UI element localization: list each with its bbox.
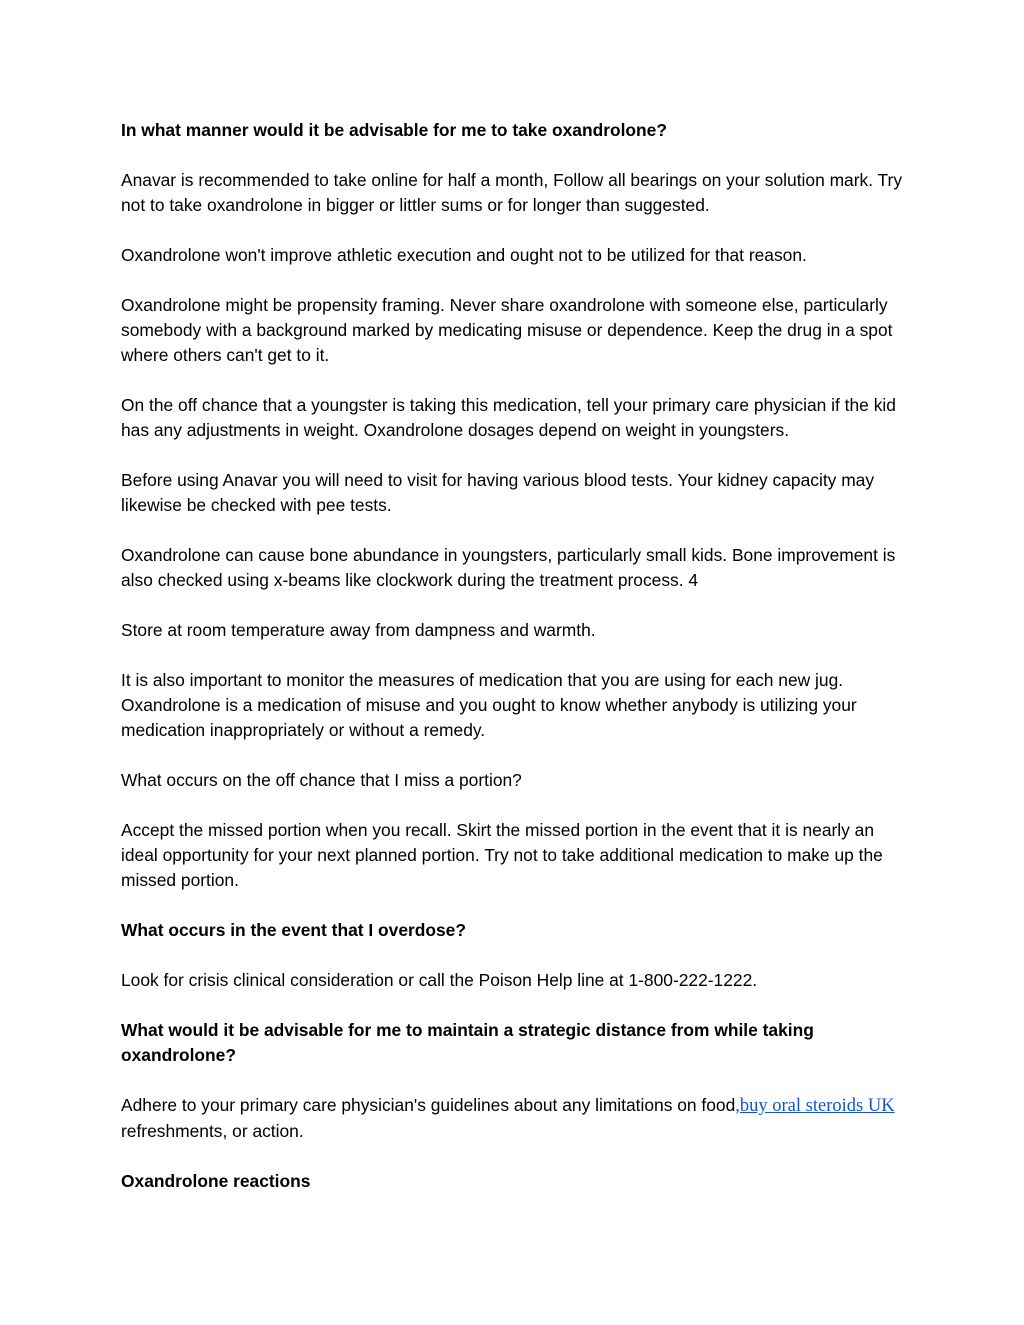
paragraph-missed-dose-answer: Accept the missed portion when you recall. Skirt the missed portion in the event that it is nearly an ideal opportunity for your next planned portion. Try not to take additional medication to make up the missed portion. xyxy=(121,820,883,890)
buy-oral-steroids-link[interactable]: ,buy oral steroids UK xyxy=(735,1096,895,1116)
paragraph-recommended-use: Anavar is recommended to take online for half a month, Follow all bearings on your solution mark. Try not to take oxandrolone in bigger or littler sums or for longer than suggested. xyxy=(121,170,903,215)
paragraph-storage: Store at room temperature away from dampness and warmth. xyxy=(121,620,596,640)
paragraph-habit-forming: Oxandrolone might be propensity framing. Never share oxandrolone with someone else, particularly somebody with a background marked by medicating misuse or dependence. Keep the drug in a spot where others can't get to it. xyxy=(121,295,893,365)
paragraph-blood-tests: Before using Anavar you will need to visit for having various blood tests. Your kidney capacity may likewise be checked with pee tests. xyxy=(121,470,875,515)
heading-what-to-avoid: What would it be advisable for me to maintain a strategic distance from while taking oxandrolone? xyxy=(121,1020,814,1065)
heading-overdose: What occurs in the event that I overdose? xyxy=(121,920,466,940)
paragraph-monitor-medication: It is also important to monitor the measures of medication that you are using for each new jug. Oxandrolone is a medication of misuse and you ought to know whether anybody is utilizing your medication inappropriately or without a remedy. xyxy=(121,670,857,740)
paragraph-guidelines-with-link xyxy=(121,1093,906,1144)
document-page xyxy=(121,118,906,1219)
paragraph-missed-dose-question: What occurs on the off chance that I miss a portion? xyxy=(121,770,522,790)
paragraph-bone-growth: Oxandrolone can cause bone abundance in youngsters, particularly small kids. Bone improvement is also checked using x-beams like clockwork during the treatment process. 4 xyxy=(121,545,896,590)
paragraph-guidelines-text-after: refreshments, or action. xyxy=(121,1121,304,1141)
paragraph-poison-help: Look for crisis clinical consideration or call the Poison Help line at 1-800-222-1222. xyxy=(121,970,758,990)
heading-how-to-take: In what manner would it be advisable for me to take oxandrolone? xyxy=(121,120,667,140)
paragraph-children-weight: On the off chance that a youngster is taking this medication, tell your primary care physician if the kid has any adjustments in weight. Oxandrolone dosages depend on weight in youngsters. xyxy=(121,395,896,440)
paragraph-guidelines-text-before: Adhere to your primary care physician's guidelines about any limitations on food xyxy=(121,1095,736,1115)
paragraph-athletic-performance: Oxandrolone won't improve athletic execution and ought not to be utilized for that reason. xyxy=(121,245,807,265)
heading-reactions: Oxandrolone reactions xyxy=(121,1171,311,1191)
